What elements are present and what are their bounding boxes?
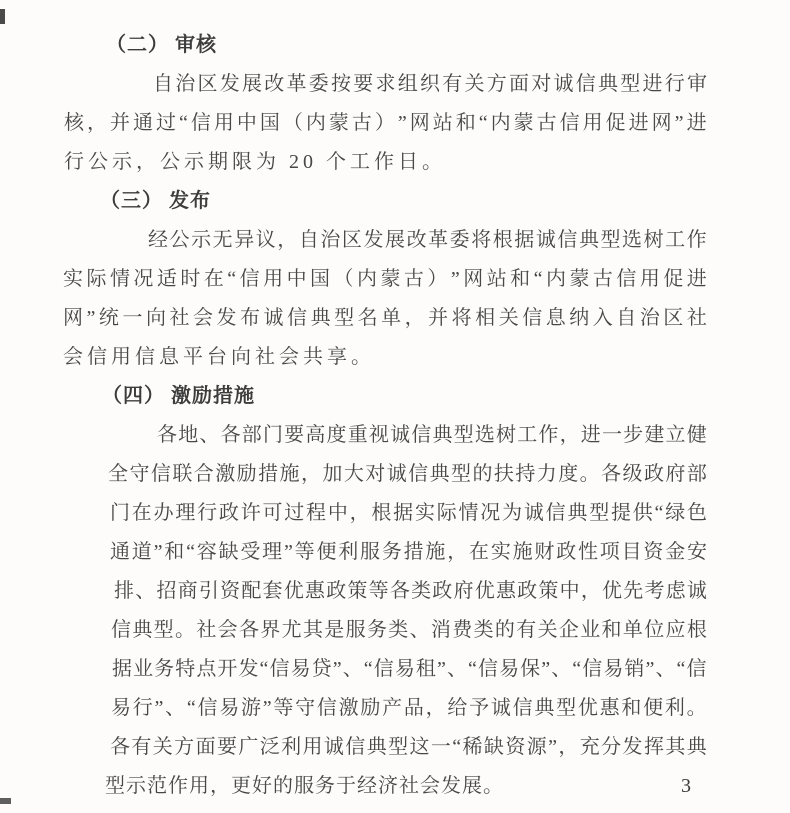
body-line: 各 地 、 各 部 门 要 高 度 重 视 诚 信 典 型 选 树 工 作 ， 进 一 步 建 立 健	[157, 424, 707, 446]
body-line: 通 道 ” 和 “ 容 缺 受 理 ” 等 便 利 服 务 措 施 ， 在 实 施 财 政 性 项 目 资 金 安	[110, 541, 707, 563]
body-line: 信 典 型 。 社 会 各 界 尤 其 是 服 务 类 、 消 费 类 的 有 关 企 业 和 单 位 应 根	[111, 619, 707, 641]
body-line	[105, 767, 707, 806]
body-line: 会信用信息平台向社会共享。	[63, 346, 375, 368]
body-line: 全 守 信 联 合 激 励 措 施 ， 加 大 对 诚 信 典 型 的 扶 持 力 度 。 各 级 政 府 部	[108, 463, 707, 485]
body-line: 排 、 招 商 引 资 配 套 优 惠 政 策 等 各 类 政 府 优 惠 政 策 中 ， 优 先 考 虑 诚	[114, 580, 707, 602]
body-line: 自 治 区 发 展 改 革 委 按 要 求 组 织 有 关 方 面 对 诚 信 典 型 进 行 审	[153, 73, 707, 95]
section-heading: （四） 激励措施	[102, 385, 255, 407]
body-line: 行公示，公示期限为 20 个工作日。	[64, 151, 446, 173]
section-heading: （二） 审核	[106, 34, 217, 56]
body-line: 实 际 情 况 适 时 在 “ 信 用 中 国 （ 内 蒙 古 ） ” 网 站 和 “ 内 蒙 古 信 用 促 进	[63, 268, 707, 290]
body-line: 各 有 关 方 面 要 广 泛 利 用 诚 信 典 型 这 一 “ 稀 缺 资 源 ” ， 充 分 发 挥 其 典	[110, 736, 707, 758]
section-heading: （三） 发布	[100, 190, 211, 212]
body-line: 据 业 务 特 点 开 发 “ 信 易 贷 ” 、 “ 信 易 租 ” 、 “ 信 易 保 ” 、 “ 信 易 销 ” 、 “ 信	[112, 658, 707, 680]
body-line: 经 公 示 无 异 议 ， 自 治 区 发 展 改 革 委 将 根 据 诚 信 典 型 选 树 工 作	[148, 229, 707, 251]
document-body	[0, 26, 707, 806]
scan-artifact-top-left	[0, 9, 5, 24]
page-number: 3	[681, 775, 691, 797]
body-line: 核 ， 并 通 过 “ 信 用 中 国 （ 内 蒙 古 ） ” 网 站 和 “ 内 蒙 古 信 用 促 进 网 ” 进	[64, 112, 707, 134]
body-line-text: 型示范作用，更好的服务于经济社会发展。	[105, 775, 504, 797]
body-line: 网 ” 统 一 向 社 会 发 布 诚 信 典 型 名 单 ， 并 将 相 关 信 息 纳 入 自 治 区 社	[63, 307, 707, 329]
body-line: 易 行 ” 、 “ 信 易 游 ” 等 守 信 激 励 产 品 ， 给 予 诚 信 典 型 优 惠 和 便 利 。	[111, 697, 707, 719]
body-line: 门 在 办 理 行 政 许 可 过 程 中 ， 根 据 实 际 情 况 为 诚 信 典 型 提 供 “ 绿 色	[110, 502, 707, 524]
